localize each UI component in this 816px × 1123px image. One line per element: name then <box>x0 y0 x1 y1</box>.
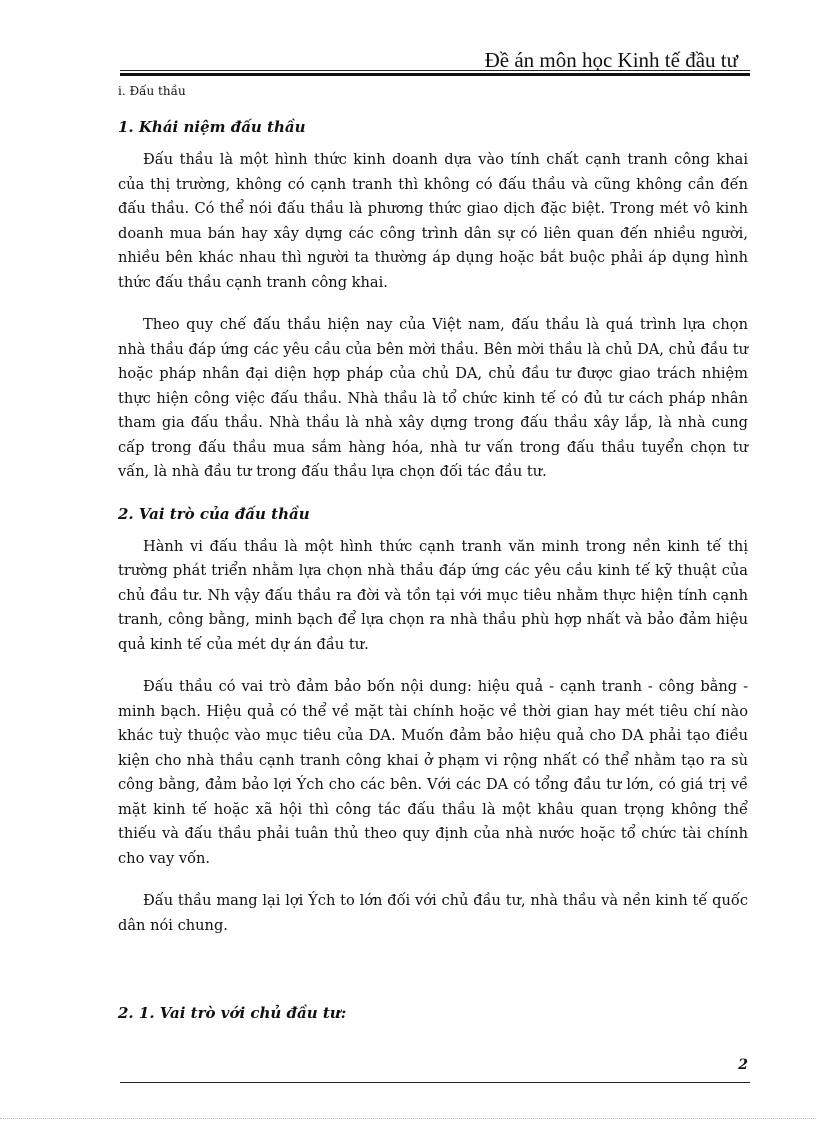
section-label: i. Đấu thầu <box>118 84 186 98</box>
paragraph: Đấu thầu mang lại lợi Ých to lớn đối với chủ đầu tư, nhà thầu và nền kinh tế quốc dân nói chung. <box>118 892 748 934</box>
footer-rule <box>120 1082 750 1083</box>
paragraph: Theo quy chế đấu thầu hiện nay của Việt nam, đấu thầu là quá trình lựa chọn nhà thầu đáp ứng các yêu cầu của bên mời thầu. Bên mời thầu là chủ DA, chủ đầu tư hoặc pháp nhân đại diện hợp pháp của chủ DA, chủ đầu tư được giao trách nhiệm thực hiện công việc đấu thầu. Nhà thầu là tổ chức kinh tế có đủ tư cách pháp nhân tham gia đấu thầu. Nhà thầu là nhà xây dựng trong đấu thầu xây lắp, là nhà cung cấp trong đấu thầu mua sắm hàng hóa, nhà tư vấn trong đấu thầu tuyển chọn tư vấn, là nhà đầu tư trong đấu thầu lựa chọn đối tác đầu tư. <box>118 316 748 480</box>
heading-role: 2. Vai trò của đấu thầu <box>118 504 310 523</box>
heading-role-owner: 2. 1. Vai trò với chủ đầu tư: <box>118 1004 347 1022</box>
header-title: Đề án môn học Kinh tế đầu tư <box>484 48 738 72</box>
paragraph: Hành vi đấu thầu là một hình thức cạnh tranh văn minh trong nền kinh tế thị trường phát triển nhằm lựa chọn nhà thầu đáp ứng các yêu cầu kinh tế kỹ thuật của chủ đầu tư. Nh vậy đấu thầu ra đời và tồn tại với mục tiêu nhằm thực hiện tính cạnh tranh, công bằng, minh bạch để lựa chọn ra nhà thầu phù hợp nhất và bảo đảm hiệu quả kinh tế của mét dự án đầu tư. <box>118 537 748 653</box>
page-edge <box>0 1118 816 1119</box>
paragraph: Đấu thầu là một hình thức kinh doanh dựa vào tính chất cạnh tranh công khai của thị trường, không có cạnh tranh thì không có đấu thầu và cũng không cần đến đấu thầu. Có thể nói đấu thầu là phương thức giao dịch đặc biệt. Trong mét vô kinh doanh mua bán hay xây dựng các công trình dân sự có liên quan đến nhiều người, nhiều bên khác nhau thì người ta thường áp dụng hoặc bắt buộc phải áp dụng hình thức đấu thầu cạnh tranh công khai. <box>118 151 748 291</box>
page-number: 2 <box>738 1057 748 1073</box>
paragraph: Đấu thầu có vai trò đảm bảo bốn nội dung: hiệu quả - cạnh tranh - công bằng - minh bạch. Hiệu quả có thể về mặt tài chính hoặc về thời gian hay mét tiêu chí nào khác tuỳ thuộc vào mục tiêu của DA. Muốn đảm bảo hiệu quả cho DA phải tạo điều kiện cho nhà thầu cạnh tranh công khai ở phạm vi rộng nhất có thể nhằm tạo ra sù công bằng, đảm bảo lợi Ých cho các bên. Với các DA có tổng đầu tư lớn, có giá trị về mặt kinh tế hoặc xã hội thì công tác đấu thầu là một khâu quan trọng không thể thiếu và đấu thầu phải tuân thủ theo quy định của nhà nước hoặc tổ chức tài chính cho vay vốn. <box>118 678 748 867</box>
header-rule <box>120 70 750 76</box>
document-body <box>118 82 748 1034</box>
heading-concept: 1. Khái niệm đấu thầu <box>118 118 306 136</box>
